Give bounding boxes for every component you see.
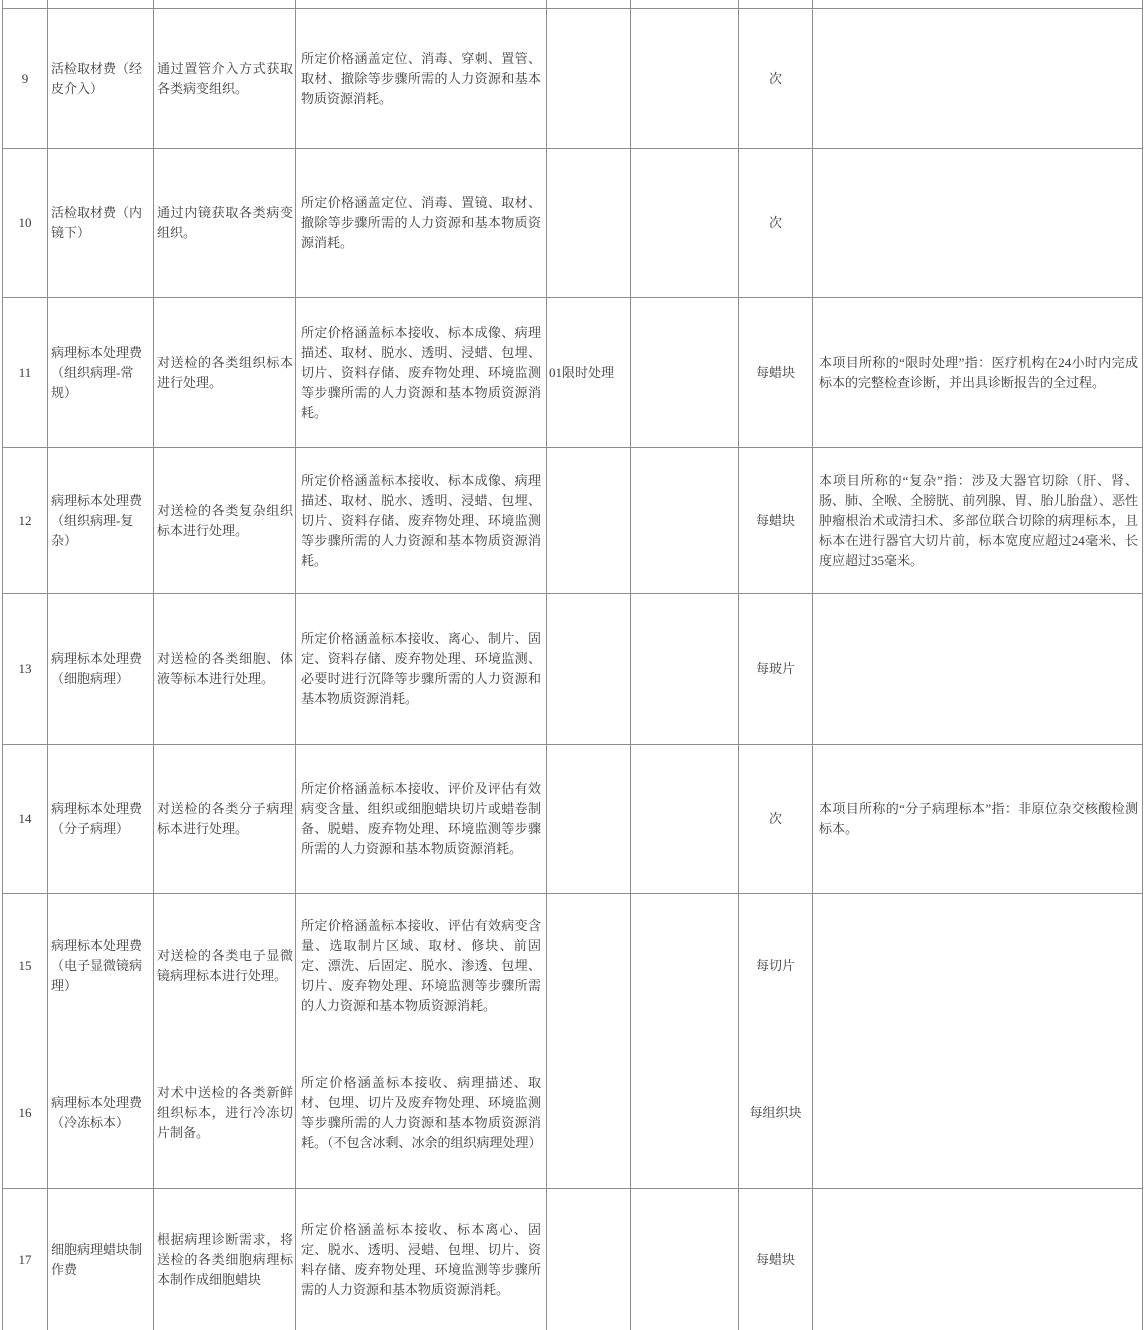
- cell-blank-row-11: [631, 298, 739, 447]
- price-text: 所定价格涵盖标本接收、评估有效病变含量、选取制片区域、取材、修块、前固定、漂洗、后固定、脱水、渗透、包埋、切片、废弃物处理、环境监测等步骤所需的人力资源和基本物质资源消耗。: [301, 918, 541, 1013]
- price-text: 所定价格涵盖标本接收、标本成像、病理描述、取材、脱水、透明、浸蜡、包埋、切片、资料存储、废弃物处理、环境监测等步骤所需的人力资源和基本物质资源消耗。: [301, 324, 541, 420]
- name-text: 病理标本处理费（组织病理-常规）: [51, 344, 143, 400]
- cell-num-row-14: [3, 745, 48, 893]
- table-row-17: [3, 1188, 1143, 1330]
- table-row-16: [3, 1038, 1143, 1188]
- cell-code-row-15: [547, 894, 631, 1038]
- cell-unit-row-11: [739, 298, 813, 447]
- name-text: 活检取材费（内镜下）: [51, 205, 143, 240]
- cell-note-row-12: [813, 448, 1143, 593]
- cell-name-row-12: [48, 448, 154, 593]
- cell-unit-row-9: [739, 9, 813, 148]
- desc-text: 对术中送检的各类新鲜组织标本，进行冷冻切片制备。: [157, 1085, 293, 1140]
- cell-num-row-9: [3, 9, 48, 148]
- cell-num-row-10: [3, 149, 48, 297]
- desc-text: 对送检的各类组织标本进行处理。: [157, 354, 293, 390]
- desc-text: 对送检的各类分子病理标本进行处理。: [157, 801, 293, 836]
- name-text: 病理标本处理费（分子病理）: [51, 801, 143, 836]
- name-text: 病理标本处理费（电子显微镜病理）: [51, 938, 143, 993]
- cell-unit-row-17: [739, 1189, 813, 1330]
- num-text: 17: [18, 1251, 32, 1267]
- desc-text: 通过内镜获取各类病变组织。: [157, 205, 293, 240]
- cell-desc-row-16: [154, 1038, 296, 1188]
- cell-code-row-13: [547, 594, 631, 744]
- fee-table: [2, 0, 1143, 1330]
- cell-num-row-11: [3, 298, 48, 447]
- cell-desc-row-11: [154, 298, 296, 447]
- price-text: 所定价格涵盖定位、消毒、穿刺、置管、取材、撤除等步骤所需的人力资源和基本物质资源消耗。: [301, 50, 541, 106]
- cell-desc-row-12: [154, 448, 296, 593]
- cell-name-row-13: [48, 594, 154, 744]
- cell-code-row-12: [547, 448, 631, 593]
- partial-cell-note: [813, 0, 1143, 8]
- unit-text: 每蜡块: [755, 512, 795, 528]
- name-text: 病理标本处理费（冷冻标本）: [51, 1095, 143, 1130]
- cell-num-row-16: [3, 1038, 48, 1188]
- partial-row-above: [3, 0, 1143, 8]
- code-text: 01限时处理: [549, 364, 615, 380]
- num-text: 12: [18, 512, 32, 528]
- cell-price-row-15: [296, 894, 547, 1038]
- cell-blank-row-13: [631, 594, 739, 744]
- cell-desc-row-15: [154, 894, 296, 1038]
- cell-num-row-15: [3, 894, 48, 1038]
- cell-note-row-17: [813, 1189, 1143, 1330]
- cell-unit-row-12: [739, 448, 813, 593]
- cell-note-row-14: [813, 745, 1143, 893]
- cell-code-row-9: [547, 9, 631, 148]
- cell-price-row-11: [296, 298, 547, 447]
- cell-desc-row-13: [154, 594, 296, 744]
- num-text: 15: [18, 958, 32, 973]
- unit-text: 每组织块: [749, 1105, 802, 1120]
- note-text: 本项目所称的“复杂”指：涉及大器官切除（肝、肾、肠、肺、全喉、全膀胱、前列腺、胃、胎儿胎盘）、恶性肿瘤根治术或清扫术、多部位联合切除的病理标本，且标本在进行器官大切片前，标本宽度应超过24毫米、长度应超过35毫米。: [819, 472, 1138, 568]
- cell-code-row-10: [547, 149, 631, 297]
- num-text: 10: [18, 215, 32, 230]
- unit-text: 每蜡块: [755, 364, 795, 380]
- price-text: 所定价格涵盖标本接收、标本离心、固定、脱水、透明、浸蜡、包埋、切片、资料存储、废弃物处理、环境监测等步骤所需的人力资源和基本物质资源消耗。: [301, 1221, 541, 1297]
- num-text: 13: [18, 661, 32, 676]
- unit-text: 每蜡块: [755, 1251, 795, 1267]
- cell-code-row-16: [547, 1038, 631, 1188]
- cell-code-row-14: [547, 745, 631, 893]
- cell-name-row-10: [48, 149, 154, 297]
- price-text: 所定价格涵盖标本接收、标本成像、病理描述、取材、脱水、透明、浸蜡、包埋、切片、资料存储、废弃物处理、环境监测等步骤所需的人力资源和基本物质资源消耗。: [301, 472, 541, 568]
- price-text: 所定价格涵盖标本接收、评价及评估有效病变含量、组织或细胞蜡块切片或蜡卷制备、脱蜡、废弃物处理、环境监测等步骤所需的人力资源和基本物质资源消耗。: [301, 781, 541, 856]
- cell-name-row-14: [48, 745, 154, 893]
- cell-unit-row-13: [739, 594, 813, 744]
- name-text: 活检取材费（经皮介入）: [51, 60, 143, 96]
- unit-text: 次: [768, 215, 782, 230]
- cell-num-row-17: [3, 1189, 48, 1330]
- cell-unit-row-15: [739, 894, 813, 1038]
- cell-desc-row-17: [154, 1189, 296, 1330]
- desc-text: 对送检的各类细胞、体液等标本进行处理。: [157, 651, 293, 686]
- unit-text: 每玻片: [755, 661, 795, 676]
- partial-cell-price: [296, 0, 547, 8]
- num-text: 16: [18, 1105, 32, 1120]
- unit-text: 次: [768, 70, 782, 86]
- cell-price-row-17: [296, 1189, 547, 1330]
- cell-blank-row-9: [631, 9, 739, 148]
- cell-name-row-15: [48, 894, 154, 1038]
- cell-name-row-11: [48, 298, 154, 447]
- unit-text: 次: [768, 811, 782, 826]
- partial-cell-blank: [631, 0, 739, 8]
- cell-name-row-16: [48, 1038, 154, 1188]
- partial-cell-code: [547, 0, 631, 8]
- cell-num-row-12: [3, 448, 48, 593]
- cell-note-row-10: [813, 149, 1143, 297]
- name-text: 细胞病理蜡块制作费: [51, 1241, 143, 1277]
- table-row-14: [3, 744, 1143, 893]
- desc-text: 对送检的各类电子显微镜病理标本进行处理。: [157, 948, 293, 983]
- cell-note-row-13: [813, 594, 1143, 744]
- desc-text: 通过置管介入方式获取各类病变组织。: [157, 60, 293, 96]
- cell-blank-row-14: [631, 745, 739, 893]
- cell-price-row-13: [296, 594, 547, 744]
- table-row-9: [3, 8, 1143, 148]
- cell-blank-row-15: [631, 894, 739, 1038]
- cell-blank-row-17: [631, 1189, 739, 1330]
- name-text: 病理标本处理费（组织病理-复杂）: [51, 492, 143, 548]
- unit-text: 每切片: [755, 958, 795, 973]
- cell-price-row-14: [296, 745, 547, 893]
- cell-num-row-13: [3, 594, 48, 744]
- cell-price-row-16: [296, 1038, 547, 1188]
- price-text: 所定价格涵盖定位、消毒、置镜、取材、撤除等步骤所需的人力资源和基本物质资源消耗。: [301, 195, 541, 250]
- note-text: 本项目所称的“限时处理”指：医疗机构在24小时内完成标本的完整检查诊断，并出具诊断报告的全过程。: [819, 354, 1138, 390]
- cell-price-row-12: [296, 448, 547, 593]
- cell-name-row-17: [48, 1189, 154, 1330]
- cell-note-row-15: [813, 894, 1143, 1038]
- num-text: 11: [18, 364, 32, 380]
- cell-note-row-11: [813, 298, 1143, 447]
- cell-code-row-17: [547, 1189, 631, 1330]
- table-row-11: [3, 297, 1143, 447]
- cell-blank-row-10: [631, 149, 739, 297]
- note-text: 本项目所称的“分子病理标本”指：非原位杂交核酸检测标本。: [819, 801, 1138, 836]
- table-row-13: [3, 593, 1143, 744]
- cell-price-row-9: [296, 9, 547, 148]
- name-text: 病理标本处理费（细胞病理）: [51, 651, 143, 686]
- partial-cell-desc: [154, 0, 296, 8]
- cell-desc-row-9: [154, 9, 296, 148]
- num-text: 9: [21, 70, 29, 86]
- partial-cell-unit: [739, 0, 813, 8]
- cell-unit-row-10: [739, 149, 813, 297]
- price-text: 所定价格涵盖标本接收、离心、制片、固定、资料存储、废弃物处理、环境监测、必要时进行沉降等步骤所需的人力资源和基本物质资源消耗。: [301, 631, 541, 706]
- cell-code-row-11: [547, 298, 631, 447]
- cell-price-row-10: [296, 149, 547, 297]
- cell-blank-row-12: [631, 448, 739, 593]
- table-row-12: [3, 447, 1143, 593]
- desc-text: 对送检的各类复杂组织标本进行处理。: [157, 502, 293, 538]
- cell-note-row-9: [813, 9, 1143, 148]
- cell-note-row-16: [813, 1038, 1143, 1188]
- cell-blank-row-16: [631, 1038, 739, 1188]
- table-row-10: [3, 148, 1143, 297]
- cell-name-row-9: [48, 9, 154, 148]
- num-text: 14: [18, 811, 32, 826]
- price-text: 所定价格涵盖标本接收、病理描述、取材、包埋、切片及废弃物处理、环境监测等步骤所需的人力资源和基本物质资源消耗。（不包含冰剩、冰余的组织病理处理）: [301, 1075, 542, 1150]
- table-row-15: [3, 893, 1143, 1038]
- partial-cell-name: [48, 0, 154, 8]
- cell-unit-row-16: [739, 1038, 813, 1188]
- desc-text: 根据病理诊断需求，将送检的各类细胞病理标本制作成细胞蜡块: [157, 1231, 293, 1287]
- cell-unit-row-14: [739, 745, 813, 893]
- cell-desc-row-14: [154, 745, 296, 893]
- partial-cell-num: [3, 0, 48, 8]
- cell-desc-row-10: [154, 149, 296, 297]
